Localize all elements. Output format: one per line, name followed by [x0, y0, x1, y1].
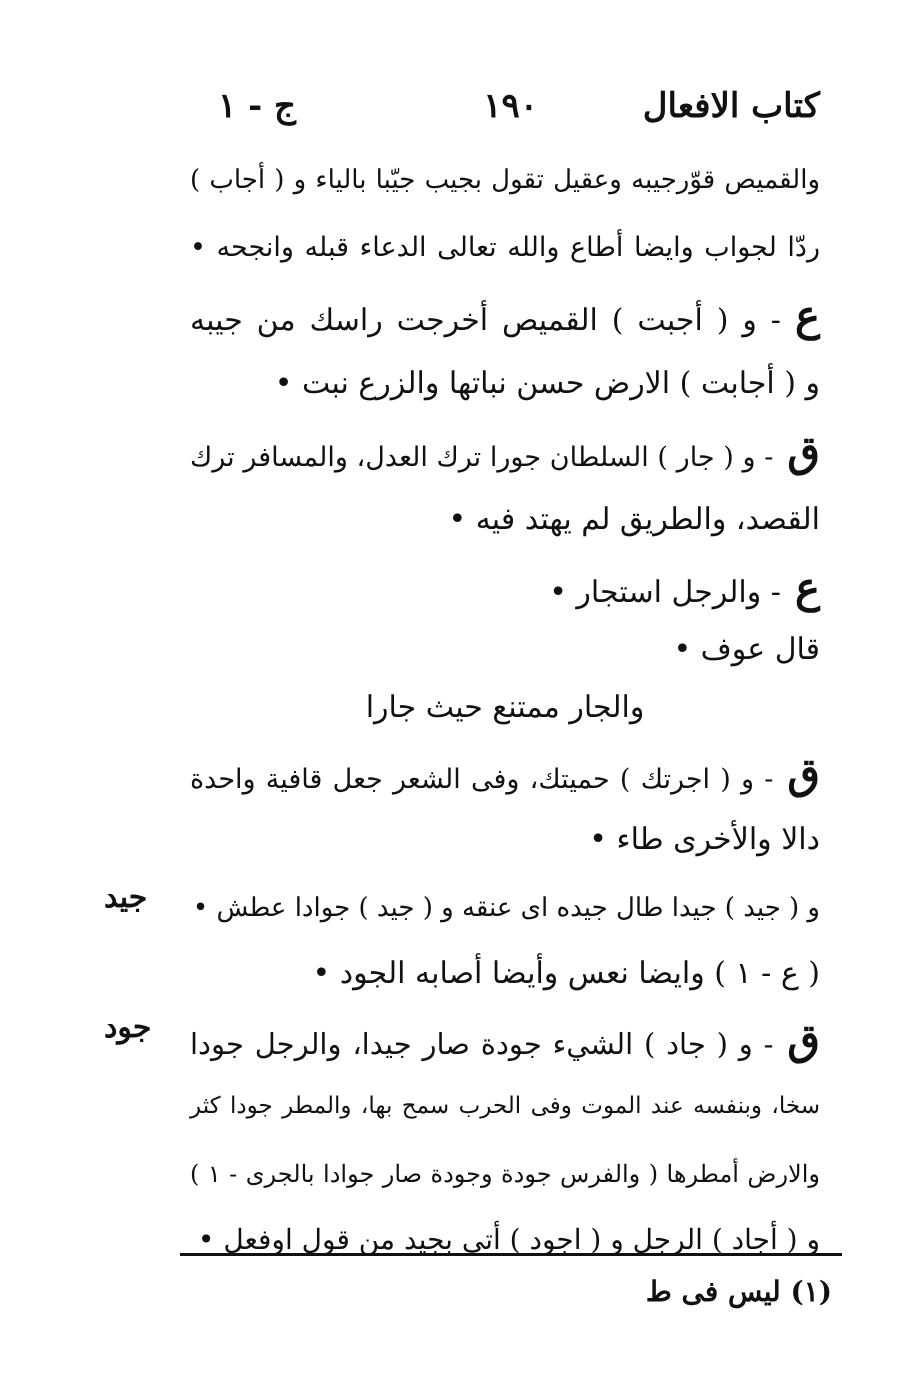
text-line [190, 1010, 820, 1070]
entry-marker: ع [794, 291, 820, 340]
text-line [190, 944, 820, 1004]
page-header [190, 86, 820, 136]
footnote: (١) ليس فى ط [645, 1275, 832, 1308]
line-text: ردّا لجواب وايضا أطاع والله تعالى الدعاء قبله وانجحه • [190, 232, 820, 263]
text-line [190, 490, 820, 550]
line-text: و ( أجاد ) الرجل و ( اجود ) أتى بجيد من قول اوفعل • [197, 1223, 820, 1256]
line-text: والارض أمطرها ( والفرس جودة وجودة صار جوادا بالجرى - ١ ) [190, 1160, 820, 1188]
entry-marker: ع [794, 563, 820, 612]
text-line [190, 218, 820, 278]
line-text: دالا والأخرى طاء • [589, 822, 820, 857]
line-text: القصد، والطريق لم يهتد فيه • [448, 502, 820, 537]
margin-note-jawd: جود [104, 1010, 152, 1045]
line-text: والقميص قوّرجيبه وعقيل تقول بجيب جيّبا بالياء و ( أجاب ) [190, 165, 820, 195]
line-text: قال عوف • [673, 632, 820, 667]
text-line [190, 878, 820, 938]
text-line [190, 1076, 820, 1136]
footnote-divider [180, 1253, 842, 1256]
book-title: كتاب الافعال [642, 86, 820, 126]
line-text: و ( جيد ) جيدا طال جيده اى عنقه و ( جيد ) جوادا عطش • [192, 893, 820, 923]
line-text: - والرجل استجار • [549, 575, 781, 610]
text-line [190, 354, 820, 414]
verse-line [190, 678, 820, 738]
text-line [190, 1210, 820, 1270]
text-line [190, 1144, 820, 1204]
line-text: - و ( اجرتك ) حميتك، وفى الشعر جعل قافية واحدة [190, 764, 774, 795]
entry-marker: ق [787, 427, 820, 476]
text-line [190, 286, 820, 346]
entry-marker: ق [787, 1015, 820, 1064]
line-text: سخا، وبنفسه عند الموت وفى الحرب سمح بها، والمطر جودا كثر [190, 1093, 820, 1119]
verse-text: والجار ممتنع حيث جارا [365, 690, 645, 725]
margin-note-jayd: جيد [104, 880, 148, 915]
page-number: ١٩٠ [483, 86, 538, 126]
text-line [190, 810, 820, 870]
text-line [190, 620, 820, 680]
line-text: - و ( جاد ) الشيء جودة صار جيدا، والرجل جودا [190, 1027, 774, 1061]
entry-marker: ق [787, 749, 820, 798]
line-text: - و ( جار ) السلطان جورا ترك العدل، والمسافر ترك [190, 442, 774, 473]
text-line [190, 558, 820, 618]
line-text: ( ع - ١ ) وايضا نعس وأيضا أصابه الجود • [312, 956, 820, 991]
text-line [190, 150, 820, 210]
line-text: و ( أجابت ) الارض حسن نباتها والزرع نبت • [274, 366, 820, 401]
line-text: - و ( أجبت ) القميص أخرجت راسك من جيبه [190, 303, 781, 338]
text-line [190, 422, 820, 482]
text-line [190, 744, 820, 804]
volume-label: ج - ١ [218, 86, 296, 126]
